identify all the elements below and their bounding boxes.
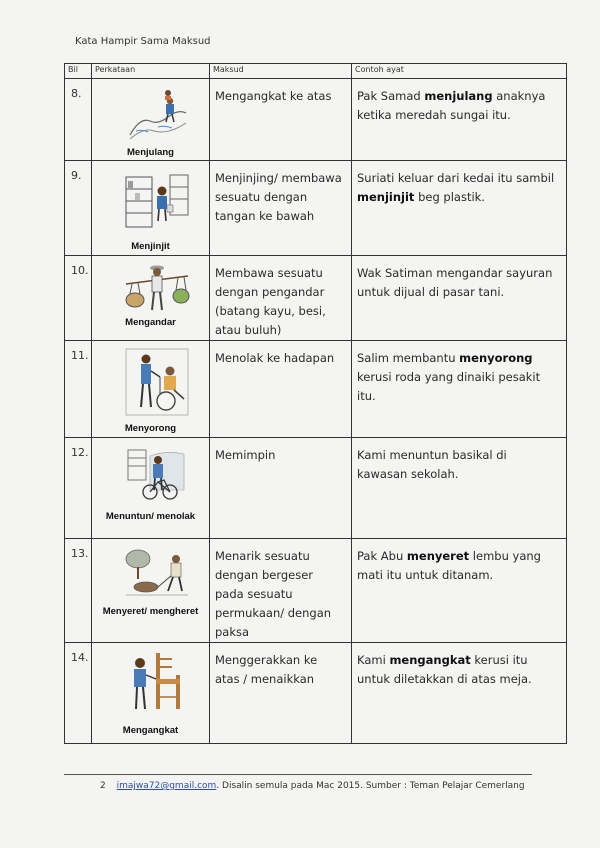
word-cell: [92, 256, 210, 341]
contoh-text-end: kerusi itu untuk diletakkan di atas meja.: [357, 653, 532, 686]
word-label: Menjulang: [127, 147, 174, 158]
contoh-keyword: menjinjit: [357, 190, 415, 204]
menuntun-illustration: [126, 446, 188, 502]
contoh-text: Wak Satiman mengandar sayuran untuk dijual di pasar tani.: [357, 266, 553, 299]
table-row: [65, 256, 567, 341]
word-label: Menyeret/ mengheret: [102, 606, 199, 617]
footer-divider: [64, 774, 532, 775]
maksud-cell: Menolak ke hadapan: [210, 341, 352, 438]
contoh-text: Salim membantu: [357, 351, 460, 365]
footer-note: . Disalin semula pada Mac 2015. Sumber : Teman Pelajar Cemerlang: [216, 781, 525, 791]
contoh-text: Suriati keluar dari kedai itu sambil: [357, 171, 555, 185]
page-number: 2: [100, 781, 106, 791]
maksud-cell: Mengangkat ke atas: [210, 79, 352, 161]
mengangkat-illustration: [126, 649, 186, 717]
contoh-text: Kami menuntun basikal di kawasan sekolah.: [357, 448, 507, 481]
contoh-keyword: menyeret: [406, 549, 470, 563]
row-number: 9.: [65, 161, 92, 256]
row-number: 8.: [65, 79, 92, 161]
word-label: Menjinjit: [131, 241, 170, 252]
contoh-cell: [352, 643, 567, 744]
vocabulary-table: [64, 63, 567, 744]
table-row: [65, 539, 567, 643]
row-number: 11.: [65, 341, 92, 438]
menyeret-illustration: [124, 545, 190, 601]
word-label: Menuntun/ menolak: [105, 511, 196, 522]
maksud-cell: Menarik sesuatu dengan bergeser pada sesuatu permukaan/ dengan paksa: [210, 539, 352, 643]
menjulang-illustration: [128, 87, 188, 139]
menyorong-illustration: [124, 347, 190, 419]
table-row: [65, 438, 567, 539]
row-number: 10.: [65, 256, 92, 341]
contoh-keyword: menyorong: [459, 351, 533, 365]
contoh-keyword: mengangkat: [389, 653, 471, 667]
table-row: [65, 161, 567, 256]
header-contoh: Contoh ayat: [352, 64, 567, 79]
contoh-text-end: lembu yang mati itu untuk ditanam.: [357, 549, 541, 582]
maksud-cell: Menjinjing/ membawa sesuatu dengan tangan ke bawah: [210, 161, 352, 256]
word-label: Menyorong: [124, 423, 177, 434]
contoh-cell: [352, 79, 567, 161]
maksud-cell: Membawa sesuatu dengan pengandar (batang kayu, besi, atau buluh): [210, 256, 352, 341]
contoh-keyword: menjulang: [424, 89, 493, 103]
contoh-cell: [352, 539, 567, 643]
contoh-cell: [352, 256, 567, 341]
header-perkataan: Perkataan: [92, 64, 210, 79]
mengandar-illustration: [124, 262, 190, 320]
contoh-cell: [352, 438, 567, 539]
word-cell: [92, 643, 210, 744]
table-header-row: [65, 64, 567, 79]
contoh-cell: [352, 161, 567, 256]
word-cell: [92, 79, 210, 161]
contoh-text-end: kerusi roda yang dinaiki pesakit itu.: [357, 370, 541, 403]
maksud-cell: Menggerakkan ke atas / menaikkan: [210, 643, 352, 744]
page-footer: [100, 781, 525, 791]
word-label: Mengangkat: [122, 725, 179, 736]
row-number: 14.: [65, 643, 92, 744]
email-link[interactable]: imajwa72@gmail.com: [116, 781, 217, 791]
word-cell: [92, 341, 210, 438]
word-label: Mengandar: [125, 317, 176, 328]
header-maksud: Maksud: [210, 64, 352, 79]
word-cell: [92, 438, 210, 539]
contoh-text: Pak Samad: [357, 89, 425, 103]
contoh-text: Kami: [357, 653, 390, 667]
contoh-text: Pak Abu: [357, 549, 407, 563]
word-cell: [92, 161, 210, 256]
row-number: 13.: [65, 539, 92, 643]
table-row: [65, 79, 567, 161]
contoh-text-end: beg plastik.: [414, 190, 485, 204]
document-title: Kata Hampir Sama Maksud: [75, 36, 211, 47]
header-bil: Bil: [65, 64, 92, 79]
maksud-cell: Memimpin: [210, 438, 352, 539]
contoh-text-end: anaknya ketika meredah sungai itu.: [357, 89, 546, 122]
table-row: [65, 643, 567, 744]
menjinjit-illustration: [124, 171, 190, 235]
contoh-cell: [352, 341, 567, 438]
row-number: 12.: [65, 438, 92, 539]
word-cell: [92, 539, 210, 643]
table-row: [65, 341, 567, 438]
